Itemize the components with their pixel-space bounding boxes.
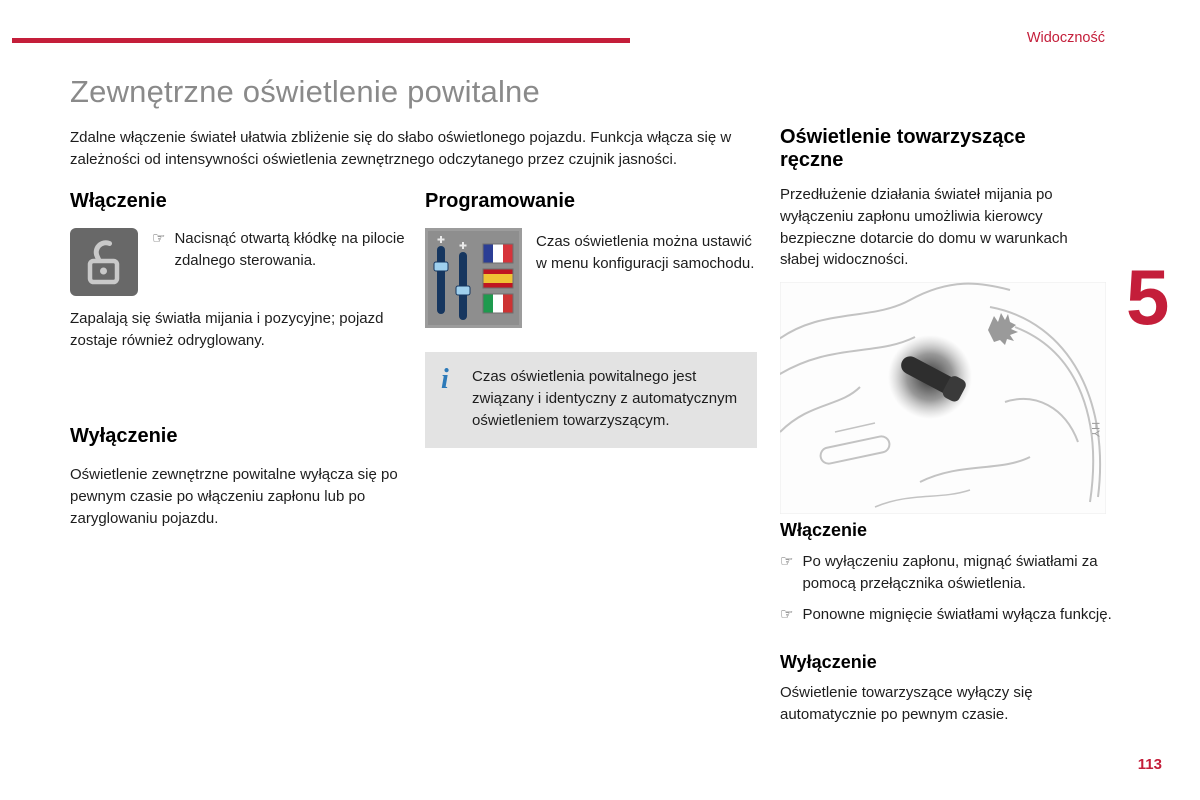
pointing-hand-icon: ☞ xyxy=(780,553,794,570)
page-title: Zewnętrzne oświetlenie powitalne xyxy=(70,74,540,109)
list-item xyxy=(780,551,1112,595)
intro-paragraph: Zdalne włączenie świateł ułatwia zbliżenie się do słabo oświetlonego pojazdu. Funkcja włącza się w zależności od intensywności oświetlenia zewnętrznego odczytanego przez czujnik jasności. xyxy=(70,129,732,168)
programming-row xyxy=(425,228,760,328)
manual-deactivation-paragraph: Oświetlenie towarzyszące wyłączy się automatycznie po pewnym czasie. xyxy=(780,684,1033,723)
illustration-hy-label: HY xyxy=(1089,422,1101,438)
top-rule xyxy=(12,38,630,43)
flag-italy-icon xyxy=(483,294,513,313)
info-box xyxy=(425,352,757,448)
heading-deactivation: Wyłączenie xyxy=(70,425,178,447)
page-number: 113 xyxy=(1137,756,1162,773)
pointing-hand-icon: ☞ xyxy=(780,605,794,623)
heading-programming: Programowanie xyxy=(425,190,576,212)
pointing-hand-icon: ☞ xyxy=(152,230,166,247)
info-text: Czas oświetlenia powitalnego jest związany i identyczny z automatycznym oświetleniem towarzyszącym. xyxy=(472,368,738,429)
deactivation-paragraph: Oświetlenie zewnętrzne powitalne wyłącza się po pewnym czasie po włączeniu zapłonu lub po zaryglowaniu pojazdu. xyxy=(70,466,398,527)
bullet-text: Ponowne mignięcie światłami wyłącza funkcję. xyxy=(802,605,1112,623)
activation-result-paragraph: Zapalają się światła mijania i pozycyjne; pojazd zostaje również odryglowany. xyxy=(70,310,384,349)
heading-activation: Włączenie xyxy=(70,190,167,212)
programming-paragraph: Czas oświetlenia można ustawić w menu konfiguracji samochodu. xyxy=(536,233,755,272)
list-item xyxy=(780,604,1112,626)
heading-activation-manual: Włączenie xyxy=(780,520,868,540)
flag-france-icon xyxy=(483,244,513,263)
heading-deactivation-manual: Wyłączenie xyxy=(780,652,877,672)
open-padlock-icon xyxy=(70,228,138,296)
chapter-number: 5 xyxy=(1126,253,1170,341)
bullet-text: Po wyłączeniu zapłonu, mignąć światłami za pomocą przełącznika oświetlenia. xyxy=(802,553,1098,592)
guide-me-home-paragraph: Przedłużenie działania świateł mijania po wyłączeniu zapłonu umożliwia kierowcy bezpieczne dotarcie do domu w warunkach słabej widoczności. xyxy=(780,186,1068,269)
bullet-text: Nacisnąć otwartą kłódkę na pilocie zdalnego sterowania. xyxy=(174,230,405,269)
list-item xyxy=(152,228,410,272)
activation-instruction-row xyxy=(70,228,410,296)
manual-activation-list xyxy=(780,551,1112,625)
info-icon: i xyxy=(441,364,449,395)
chapter-header: Widoczność xyxy=(1026,30,1105,46)
heading-guide-me-home: Oświetlenie towarzyszące ręczne xyxy=(780,126,1026,171)
flag-spain-icon xyxy=(483,269,513,288)
configuration-menu-icon xyxy=(425,228,522,328)
steering-column-illustration xyxy=(780,282,1106,514)
